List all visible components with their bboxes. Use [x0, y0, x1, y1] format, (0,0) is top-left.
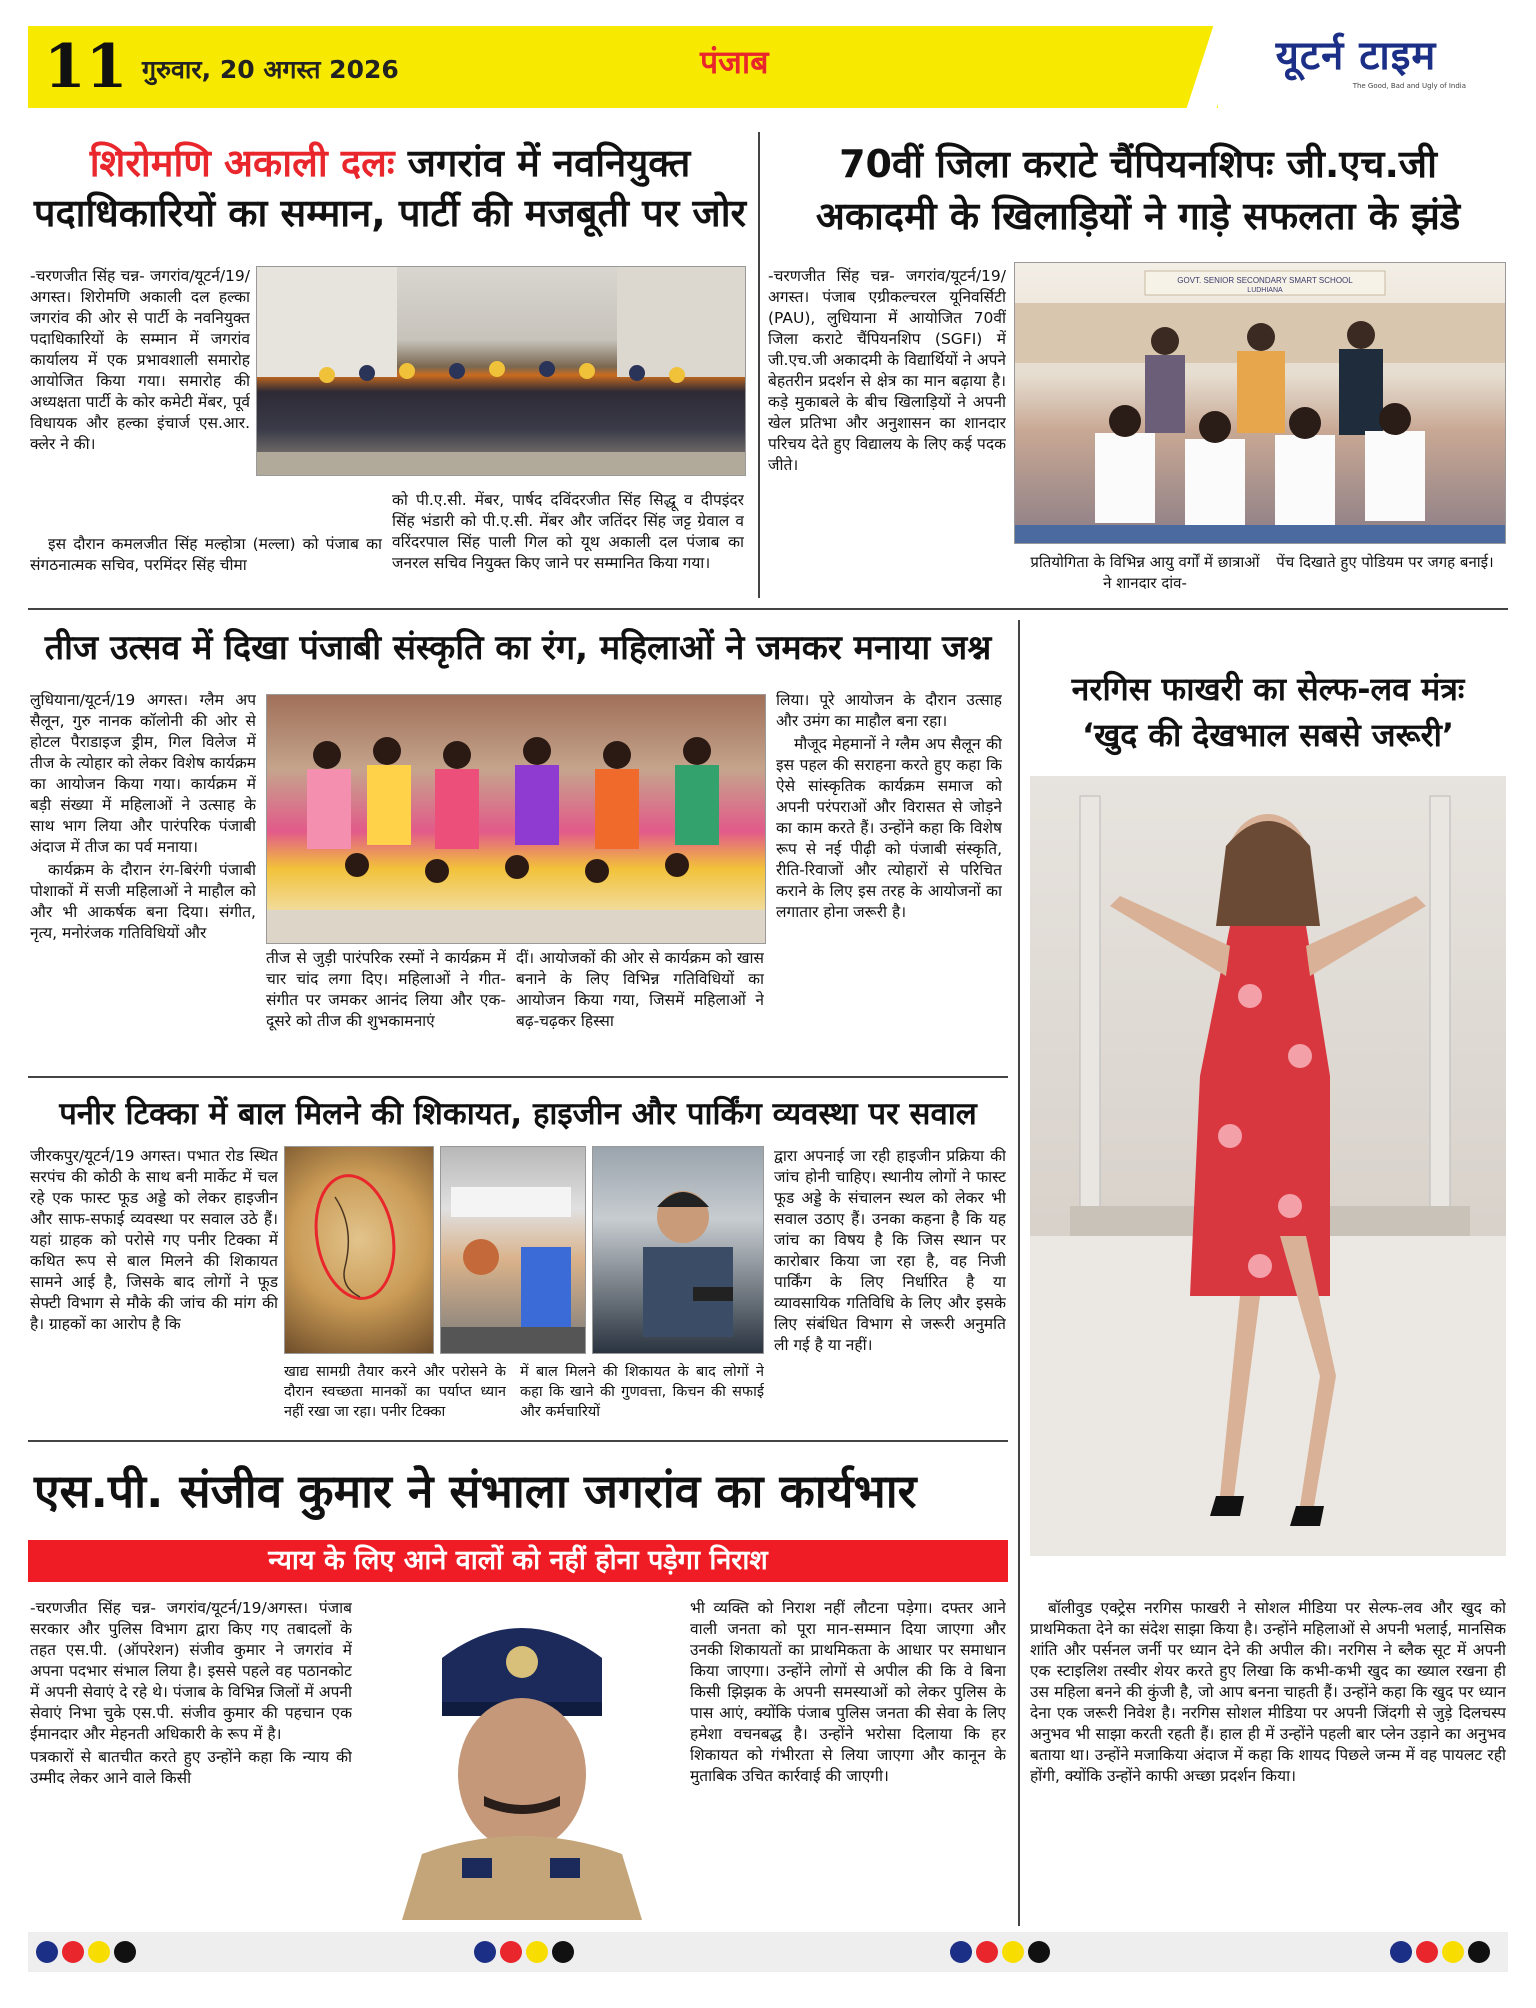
- story6-headline: [1030, 666, 1506, 758]
- story4-col1-text: जीरकपुर/यूटर्न/19 अगस्त। पभात रोड स्थित सरपंच की कोठी के साथ बनी मार्केट में चल रहे एक फास्ट फूड अड्डे को लेकर हाइजीन और साफ-सफाई व्यवस्था पर सवाल उठे हैं। यहां ग्राहक को परोसे गए पनीर टिक्का में कथित रूप से बाल मिलने की शिकायत सामने आई है, जिसके बाद लोगों ने फूड सेफ्टी विभाग से मौके की जांच की मांग की है। ग्राहकों का आरोप है कि: [30, 1147, 278, 1333]
- dot-red: [976, 1941, 998, 1963]
- story6-headline-line1: नरगिस फाखरी का सेल्फ-लव मंत्रः: [1071, 670, 1465, 708]
- story6-headline-line2: ‘खुद की देखभाल सबसे जरूरी’: [1081, 716, 1455, 754]
- story4-col2: [284, 1362, 506, 1430]
- dot-red: [1416, 1941, 1438, 1963]
- story2-col1-text: -चरणजीत सिंह चन्न- जगरांव/यूटर्न/19/अगस्त। पंजाब एग्रीकल्चरल यूनिवर्सिटी (PAU), लुधियाना में आयोजित 70वीं जिला कराटे चैंपियनशिप (SGFI) में जी.एच.जी अकादमी के विद्यार्थियों ने अपने बेहतरीन प्रदर्शन से क्षेत्र का मान बढ़ाया है। कड़े मुकाबले के बीच खिलाड़ियों ने अपनी खेल प्रतिभा और अनुशासन का शानदार परिचय देते हुए विद्यालय के लिए कई पदक जीते।: [768, 267, 1006, 474]
- story2-headline-line2: अकादमी के खिलाड़ियों ने गाड़े सफलता के झंडे: [815, 194, 1461, 238]
- story3-col3: [516, 948, 764, 1068]
- teej-group-icon: [267, 695, 766, 944]
- story3-col1-text: लुधियाना/यूटर्न/19 अगस्त। ग्लैम अप सैलून, गुरु नानक कॉलोनी की ओर से होटल पैराडाइज ड्रीम, गिल विलेज में तीज के त्योहार को लेकर विशेष कार्यक्रम का आयोजन किया गया। कार्यक्रम में बड़ी संख्या में महिलाओं ने उत्साह के साथ भाग लिया और पारंपरिक पंजाबी अंदाज में तीज का पर्व मनाया।: [30, 691, 256, 856]
- dot-black: [1028, 1941, 1050, 1963]
- story3-col1b-text: कार्यक्रम के दौरान रंग-बिरंगी पंजाबी पोशाकों में सजी महिलाओं ने माहौल को और भी आकर्षक बना दिया। संगीत, नृत्य, मनोरंजक गतिविधियों और: [30, 861, 256, 942]
- story2-headline-line1: 70वीं जिला कराटे चैंपियनशिपः जी.एच.जी: [839, 142, 1437, 186]
- story1-photo: [256, 266, 746, 476]
- story5-subhead-banner: [28, 1540, 1008, 1582]
- story4-col4: [774, 1146, 1006, 1430]
- story3-col4-text: लिया। पूरे आयोजन के दौरान उत्साह और उमंग का माहौल बना रहा।: [776, 691, 1002, 730]
- story3-col2-text: तीज से जुड़ी पारंपरिक रस्मों ने कार्यक्रम में चार चांद लगा दिए। महिलाओं ने गीत-संगीत पर जमकर आनंद लिया और एक-दूसरे को तीज की शुभकामनाएं: [266, 949, 506, 1030]
- dot-red: [62, 1941, 84, 1963]
- story4-col1: [30, 1146, 278, 1430]
- story4-col4-text: द्वारा अपनाई जा रही हाइजीन प्रक्रिया की जांच होनी चाहिए। स्थानीय लोगों ने फास्ट फूड अड्डे के संचालन स्थल को लेकर भी सवाल उठाए हैं। उनका कहना है कि यह जांच का विषय है कि जिस स्थान पर कारोबार किया जा रहा है, वह निजी पार्किंग के लिए निर्धारित है या व्यावसायिक गतिविधि के लिए और इसके लिए संबंधित विभाग से जरूरी अनुमति ली गई है या नहीं।: [774, 1147, 1006, 1354]
- dot-yellow: [88, 1941, 110, 1963]
- story3-col4b-text: मौजूद मेहमानों ने ग्लैम अप सैलून की इस पहल की सराहना करते हुए कहा कि ऐसे सांस्कृतिक कार्यक्रम समाज को अपनी परंपराओं और विरासत से जोड़ने का काम करते हैं। उन्होंने कहा कि विशेष रूप से नई पीढ़ी को पंजाबी संस्कृति, रीति-रिवाजों और त्योहारों से परिचित कराने के लिए इस तरह के आयोजनों का लगातार होना जरूरी है।: [776, 735, 1002, 921]
- dot-yellow: [1442, 1941, 1464, 1963]
- dot-black: [552, 1941, 574, 1963]
- dot-blue: [36, 1941, 58, 1963]
- story1-col1-wide: [30, 490, 382, 602]
- story4-col3: [520, 1362, 764, 1430]
- section-name: पंजाब: [700, 43, 769, 81]
- dot-blue: [1390, 1941, 1412, 1963]
- story4-photo-counter: [440, 1146, 586, 1354]
- masthead-logo: [1222, 30, 1490, 102]
- story6-body: [1030, 1598, 1506, 1918]
- story5-subhead: न्याय के लिए आने वालों को नहीं होना पड़ेगा निराश: [268, 1545, 768, 1576]
- dot-black: [1468, 1941, 1490, 1963]
- page-number: 11: [44, 32, 128, 102]
- story4-col3-text: में बाल मिलने की शिकायत के बाद लोगों ने कहा कि खाने की गुणवत्ता, किचन की सफाई और कर्मचारियों: [520, 1364, 764, 1420]
- dot-yellow: [526, 1941, 548, 1963]
- story2-caption-right: पेंच दिखाते हुए पोडियम पर जगह बनाई।: [1276, 553, 1494, 571]
- footer-dots-2: [474, 1941, 578, 1967]
- dot-blue: [474, 1941, 496, 1963]
- story2-headline: [768, 138, 1508, 242]
- story1-col1-text: -चरणजीत सिंह चन्न- जगरांव/यूटर्न/19/अगस्त। शिरोमणि अकाली दल हल्का जगरांव की ओर से पार्टी के नवनियुक्त पदाधिकारियों के सम्मान में जगरांव कार्यालय में एक प्रभावशाली समारोह आयोजित किया गया। समारोह की अध्यक्षता पार्टी के कोर कमेटी मेंबर, पूर्व विधायक और हल्का इंचार्ज एस.आर. क्लेर ने की।: [30, 267, 250, 453]
- story2-photo: [1014, 262, 1506, 544]
- story5-headline: एस.पी. संजीव कुमार ने संभाला जगरांव का कार्यभार: [34, 1464, 917, 1518]
- issue-date: गुरुवार, 20 अगस्त 2026: [142, 55, 399, 84]
- story2-caption-left: प्रतियोगिता के विभिन्न आयु वर्गों में छात्राओं ने शानदार दांव-: [1030, 553, 1260, 592]
- police-officer-icon: [362, 1598, 680, 1920]
- story1-headline-red: शिरोमणि अकाली दलः: [89, 141, 395, 185]
- story2-col1: [768, 266, 1006, 596]
- story3-col2: [266, 948, 506, 1068]
- story3-photo: [266, 694, 766, 944]
- story4-photo-paneer: [284, 1146, 434, 1354]
- dot-red: [500, 1941, 522, 1963]
- story4-photo-man: [592, 1146, 764, 1354]
- story3-col3-text: दीं। आयोजकों की ओर से कार्यक्रम को खास बनाने के लिए विभिन्न गतिविधियों का आयोजन किया गया, जिसमें महिलाओं ने बढ़-चढ़कर हिस्सा: [516, 949, 764, 1030]
- story3-col1: [30, 690, 256, 1068]
- food-counter-icon: [441, 1147, 586, 1354]
- divider-vertical-bottom: [1018, 620, 1020, 1926]
- story1-col1: [30, 266, 250, 488]
- story1-col2: [392, 490, 744, 602]
- story4-headline: पनीर टिक्का में बाल मिलने की शिकायत, हाइजीन और पार्किंग व्यवस्था पर सवाल: [59, 1096, 977, 1132]
- divider-horizontal-3: [28, 1440, 1008, 1442]
- divider-horizontal-1: [28, 608, 1508, 610]
- footer-dots-4: [1390, 1941, 1494, 1967]
- actress-red-dress-icon: [1030, 776, 1506, 1556]
- story6-body-text: बॉलीवुड एक्ट्रेस नरगिस फाखरी ने सोशल मीडिया पर सेल्फ-लव और खुद को प्राथमिकता देने का संदेश साझा किया है। उन्होंने महिलाओं से अपनी भलाई, मानसिक शांति और पर्सनल जर्नी पर ध्यान देने की अपील की। नरगिस ने ब्लैक सूट में अपनी एक स्टाइलिश तस्वीर शेयर करते हुए लिखा कि कभी-कभी खुद का ख्याल रखना ही उस महिला बनने की कुंजी है, जो आप बनना चाहती हैं। उन्होंने कहा कि खुद पर ध्यान देना एक जरूरी निवेश है। नरगिस सोशल मीडिया पर अपनी जिंदगी से जुड़े दिलचस्प अनुभव भी साझा करती रहती हैं। हाल ही में उन्होंने पहली बार प्लेन उड़ाने का अनुभव बताया था। उन्होंने मजाकिया अंदाज में कहा कि शायद पिछले जन्म में वह पायलट रही होंगी, क्योंकि उन्होंने काफी अच्छा प्रदर्शन किया।: [1030, 1599, 1506, 1785]
- story5-col1-text: -चरणजीत सिंह चन्न- जगरांव/यूटर्न/19/अगस्त। पंजाब सरकार और पुलिस विभाग द्वारा किए गए तबादलों के तहत एस.पी. (ऑपरेशन) संजीव कुमार ने जगरांव में अपना पदभार संभाल लिया है। इससे पहले वह पठानकोट में अपनी सेवाएं दे रहे थे। पंजाब के विभिन्न जिलों में अपनी सेवाएं निभा चुके एस.पी. संजीव कुमार की पहचान एक ईमानदार और मेहनती अधिकारी के रूप में है।: [30, 1599, 352, 1743]
- divider-horizontal-2: [28, 1076, 1008, 1078]
- dot-blue: [950, 1941, 972, 1963]
- story5-col1: [30, 1598, 352, 1918]
- story3-col4: [776, 690, 1002, 1068]
- footer-bar: [28, 1932, 1508, 1972]
- photo-sign-line2: LUDHIANA: [1247, 287, 1283, 294]
- story3-headline: तीज उत्सव में दिखा पंजाबी संस्कृति का रंग, महिलाओं ने जमकर मनाया जश्न: [44, 628, 992, 668]
- story1-col2-text: को पी.ए.सी. मेंबर, पार्षद दविंदरजीत सिंह सिद्धू व दीपइंदर सिंह भंडारी को पी.ए.सी. मेंबर और जतिंदर सिंह जट्ट ग्रेवाल व वरिंदरपाल सिंह पाली गिल को यूथ अकाली दल पंजाब का जनरल सचिव नियुक्त किए जाने पर सम्मानित किया गया।: [392, 491, 744, 572]
- story4-col2-text: खाद्य सामग्री तैयार करने और परोसने के दौरान स्वच्छता मानकों का पर्याप्त ध्यान नहीं रखा जा रहा। पनीर टिक्का: [284, 1364, 506, 1420]
- story1-headline: [30, 138, 750, 238]
- story1-headline-rest: जगरांव में नवनियुक्त: [407, 141, 691, 185]
- logo-text: यूटर्न टाइम: [1275, 33, 1437, 79]
- story5-photo-officer: [362, 1598, 680, 1920]
- customer-in-car-icon: [593, 1147, 764, 1354]
- logo-tagline: The Good, Bad and Ugly of India: [1352, 82, 1466, 90]
- story5-col2: [690, 1598, 1006, 1918]
- karate-podium-icon: [1015, 263, 1506, 544]
- divider-vertical-top: [758, 132, 760, 598]
- group-photo-icon: [257, 267, 746, 476]
- story6-photo-actress: [1030, 776, 1506, 1556]
- hair-highlight-icon: [285, 1147, 434, 1354]
- story5-col1b-text: पत्रकारों से बातचीत करते हुए उन्होंने कहा कि न्याय की उम्मीद लेकर आने वाले किसी: [30, 1748, 352, 1787]
- dot-yellow: [1002, 1941, 1024, 1963]
- dot-black: [114, 1941, 136, 1963]
- photo-sign-line1: GOVT. SENIOR SECONDARY SMART SCHOOL: [1177, 276, 1353, 285]
- story1-col1b-text: इस दौरान कमलजीत सिंह मल्होत्रा (मल्ला) को पंजाब का संगठनात्मक सचिव, परमिंदर सिंह चीमा: [30, 535, 382, 574]
- footer-dots-3: [950, 1941, 1054, 1967]
- story1-headline-line2: पदाधिकारियों का सम्मान, पार्टी की मजबूती पर जोर: [33, 191, 747, 235]
- footer-dots-1: [36, 1941, 140, 1967]
- story5-col2-text: भी व्यक्ति को निराश नहीं लौटना पड़ेगा। दफ्तर आने वाली जनता को पूरा मान-सम्मान दिया जाएगा और उनकी शिकायतों का प्राथमिकता के आधार पर समाधान किया जाएगा। उन्होंने लोगों से अपील की कि वे बिना किसी झिझक के अपनी समस्याओं को लेकर पुलिस के पास आएं, क्योंकि पंजाब पुलिस जनता की सेवा के लिए हमेशा वचनबद्ध है। उन्होंने भरोसा दिलाया कि हर शिकायत को गंभीरता से लिया जाएगा और कानून के मुताबिक उचित कार्रवाई की जाएगी।: [690, 1599, 1006, 1785]
